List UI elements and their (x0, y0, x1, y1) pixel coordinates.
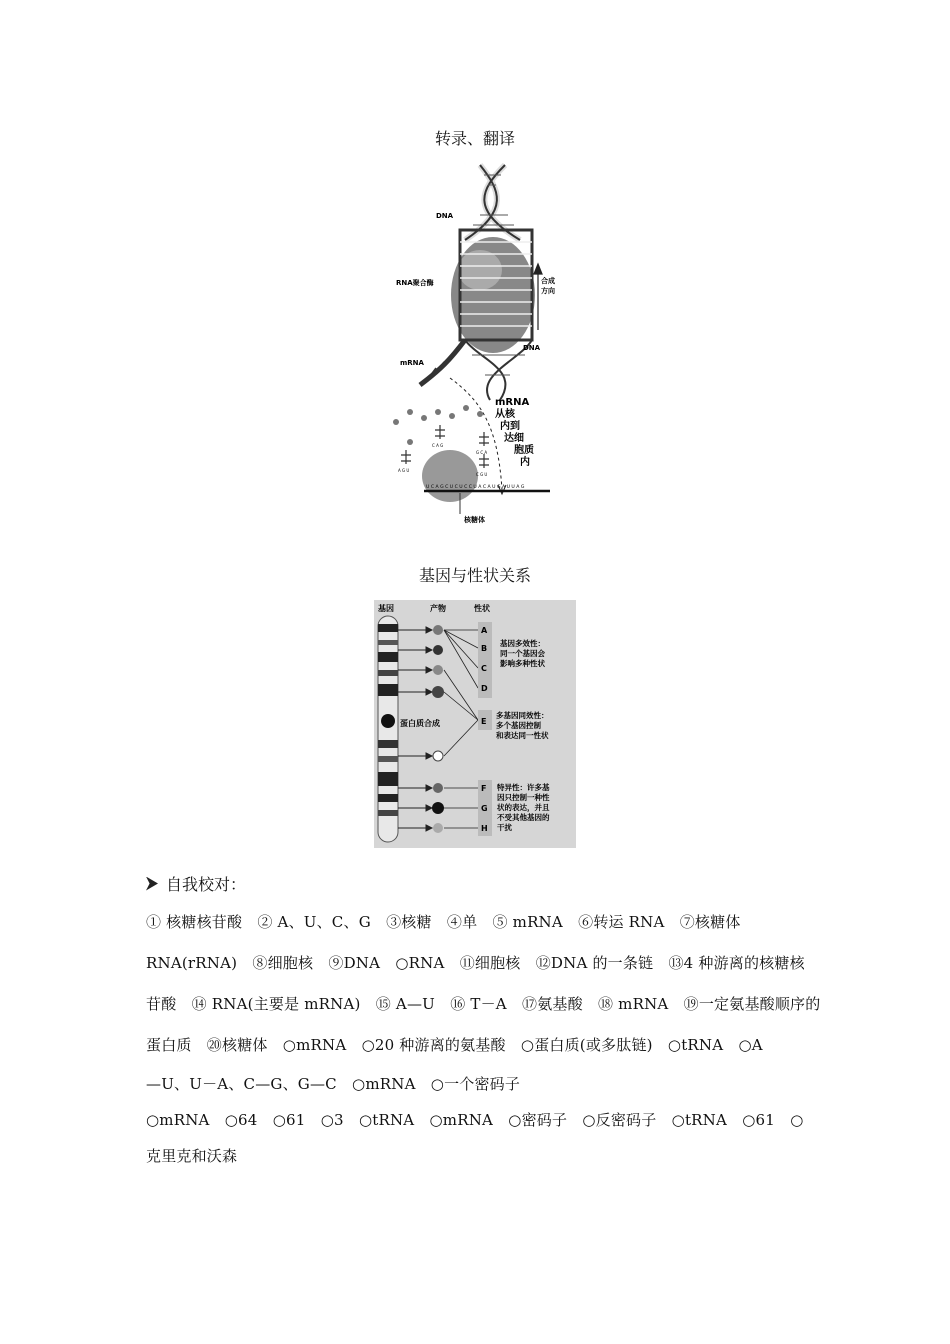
answer-line: —U、U－A、C—G、G—C ○mRNA ○一个密码子 (146, 1075, 521, 1093)
answer-line: 苷酸 ⑭ RNA(主要是 mRNA) ⑮ A—U ⑯ T－A ⑰氨基酸 ⑱ mRNA ⑲一定氨基酸顺序的 (146, 995, 821, 1013)
section-marker-icon (146, 877, 158, 891)
column-product: 产物 (430, 604, 446, 613)
answer-line: ① 核糖核苷酸 ② A、U、C、G ③核糖 ④单 ⑤ mRNA ⑥转运 RNA ⑦核糖体 (146, 913, 741, 931)
mrna-move-line-5: 胞质 (514, 445, 534, 456)
direction-label-1: 合成 (541, 277, 555, 285)
mrna-sequence: U C A G C U C U C C U A C A U G A U U A G (426, 485, 525, 490)
transcription-translation-figure (380, 160, 570, 530)
polygenic-line-2: 多个基因控制 (496, 721, 541, 730)
anticodon-4: C G U (476, 472, 488, 477)
trait-f: F (481, 784, 487, 793)
mrna-move-line-6: 内 (520, 457, 530, 468)
trait-b: B (481, 644, 488, 653)
self-check-answers (146, 902, 821, 1174)
anticodon-2: C A G (432, 443, 444, 448)
self-check-heading (146, 872, 246, 895)
answer-line: ○mRNA ○64 ○61 ○3 ○tRNA ○mRNA ○密码子 ○反密码子 ○tRNA ○61 ○ (146, 1111, 804, 1129)
synthesis-direction-arrow (534, 264, 542, 330)
chromosome (378, 616, 398, 842)
pleiotropy-line-2: 同一个基因会 (500, 649, 545, 658)
column-gene: 基因 (378, 604, 394, 613)
anticodon-3: G C A (476, 450, 488, 455)
pleiotropy-line-3: 影响多种性状 (500, 659, 545, 668)
mrna-move-line-4: 达细 (504, 433, 524, 444)
dna-label-bottom: DNA (523, 344, 541, 352)
trait-d: D (481, 684, 488, 693)
answer-line: RNA(rRNA) ⑧细胞核 ⑨DNA ○RNA ⑪细胞核 ⑫DNA 的一条链 ⑬4 种游离的核糖核 (146, 954, 805, 972)
rna-polymerase-label: RNA聚合酶 (396, 279, 434, 287)
self-check-title: 自我校对： (166, 875, 247, 894)
mrna-move-line-1: mRNA (495, 397, 530, 408)
mrna-strand (420, 340, 465, 385)
answer-line: 克里克和沃森 (146, 1147, 238, 1165)
figure-caption-gene-trait: 基因与性状关系 (418, 566, 531, 585)
amino-acids (393, 405, 483, 445)
pleiotropy-line-1: 基因多效性： (500, 639, 545, 648)
specificity-line-3: 状的表达，并且 (497, 803, 550, 812)
mrna-label: mRNA (400, 359, 424, 367)
protein-synthesis-label: 蛋白质合成 (400, 719, 440, 728)
polygenic-line-3: 和表达同一性状 (496, 731, 549, 740)
mrna-move-line-2: 从核 (495, 409, 515, 420)
specificity-line-1: 特异性：许多基 (497, 783, 550, 792)
answer-line: 蛋白质 ⑳核糖体 ○mRNA ○20 种游离的氨基酸 ○蛋白质(或多肽链) ○tRNA ○A (146, 1036, 763, 1054)
specificity-line-5: 干扰 (497, 823, 512, 832)
specificity-line-4: 不受其他基因的 (497, 813, 550, 822)
figure-caption-transcription: 转录、翻译 (434, 129, 515, 148)
specificity-line-2: 因只控制一种性 (497, 793, 550, 802)
column-trait: 性状 (474, 604, 490, 613)
trait-c: C (481, 664, 487, 673)
trait-e: E (481, 717, 487, 726)
trait-g: G (481, 804, 488, 813)
anticodon-1: A G U (398, 468, 410, 473)
mrna-move-line-3: 内到 (500, 421, 520, 432)
direction-label-2: 方向 (541, 287, 555, 295)
gene-trait-figure (374, 600, 576, 848)
polygenic-line-1: 多基因同效性： (496, 711, 549, 720)
trait-a: A (481, 626, 488, 635)
ribosome (422, 450, 478, 502)
trait-h: H (481, 824, 488, 833)
dna-label-top: DNA (436, 212, 454, 220)
ribosome-label: 核糖体 (464, 516, 485, 524)
